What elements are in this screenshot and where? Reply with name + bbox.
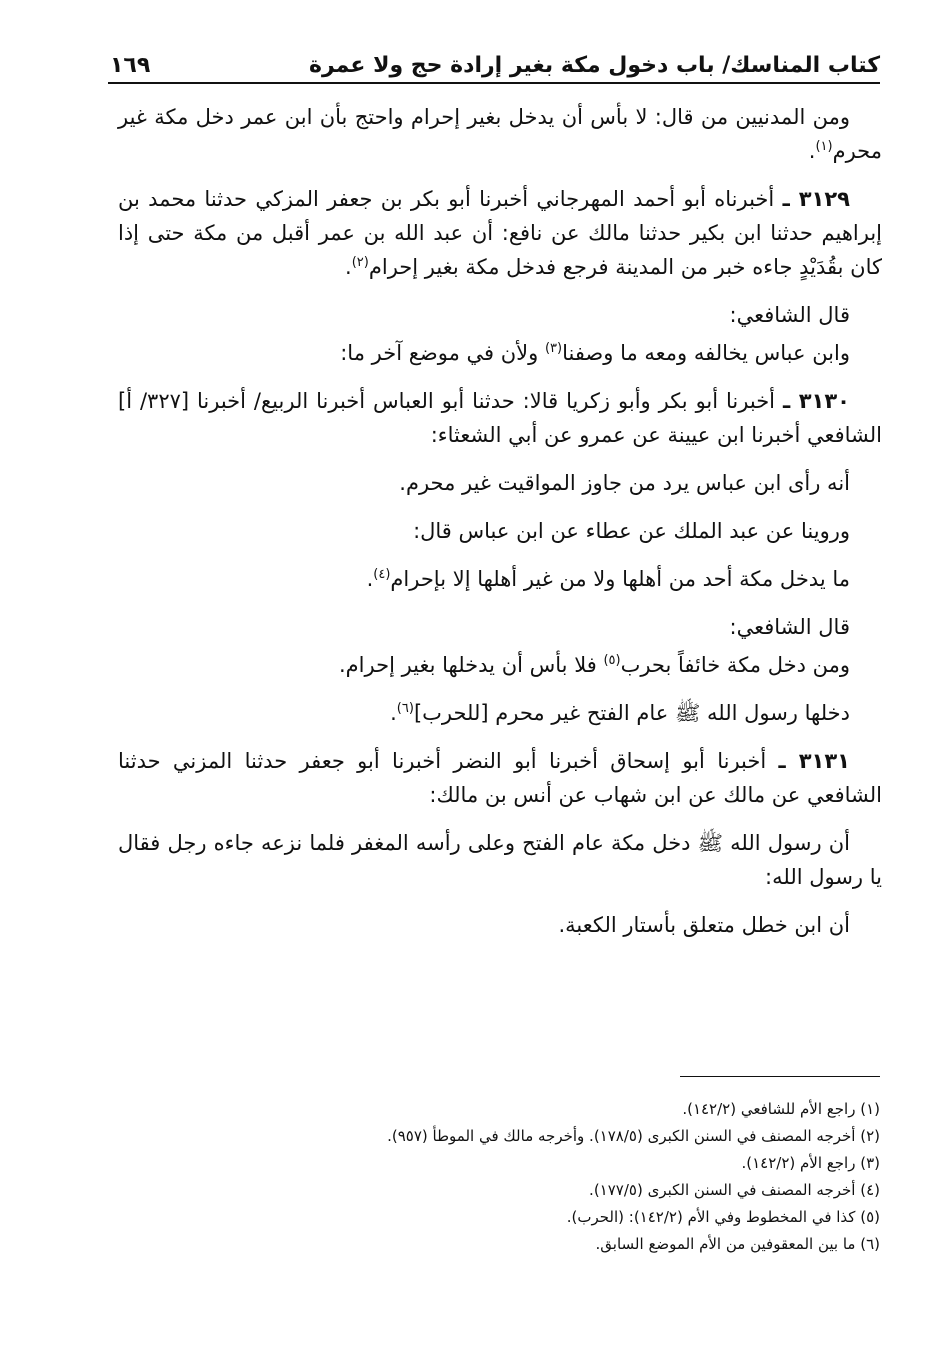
page-number: ١٦٩	[110, 53, 151, 78]
running-title: كتاب المناسك/ باب دخول مكة بغير إرادة حج ولا عمرة	[308, 53, 880, 78]
footnote: (٢) أخرجه المصنف في السنن الكبرى (١٧٨/٥). وأخرجه مالك في الموطأ (٩٥٧).	[387, 1127, 880, 1145]
paragraph: ومن المدنيين من قال: لا بأس أن يدخل بغير إحرام واحتج بأن ابن عمر دخل مكة غير محرم$^{(١)}$.	[118, 105, 882, 163]
paragraph: دخلها رسول الله ﷺ عام الفتح غير محرم [للحرب]$^{(٦)}$.	[390, 701, 850, 725]
hadith-number: ٣١٣٠ ـ	[782, 389, 850, 413]
hadith-paragraph: ٣١٢٩ ـ أخبرناه أبو أحمد المهرجاني أخبرنا أبو بكر بن جعفر المزكي حدثنا محمد بن إبراهيم حدثنا ابن بكير حدثنا مالك عن نافع: أن عبد الله بن عمر أقبل من مكة حتى إذا كان بقُدَيْدٍ جاءه خبر من المدينة فرجع فدخل مكة بغير إحرام$^{(٢)}$.	[118, 187, 882, 279]
hadith-paragraph: ٣١٣٠ ـ أخبرنا أبو بكر وأبو زكريا قالا: حدثنا أبو العباس أخبرنا الربيع/ أخبرنا [٣٢٧/ أ] الشافعي أخبرنا ابن عيينة عن عمرو عن أبي الشعثاء:	[118, 389, 882, 447]
header-divider	[108, 82, 880, 84]
footnote-ref[interactable]: (٢)	[351, 255, 369, 270]
footnote: (٤) أخرجه المصنف في السنن الكبرى (١٧٧/٥).	[589, 1181, 880, 1199]
paragraph: وروينا عن عبد الملك عن عطاء عن ابن عباس قال:	[413, 519, 850, 543]
hadith-paragraph: ٣١٣١ ـ أخبرنا أبو إسحاق أخبرنا أبو النضر أخبرنا أبو جعفر حدثنا المزني حدثنا الشافعي عن مالك عن ابن شهاب عن أنس بن مالك:	[118, 749, 882, 807]
footnote-divider	[680, 1076, 880, 1077]
footnotes	[118, 1096, 880, 1258]
footnote: (١) راجع الأم للشافعي (١٤٢/٢).	[682, 1100, 880, 1118]
footnote-ref[interactable]: (٤)	[373, 567, 391, 582]
footnote: (٦) ما بين المعقوفين من الأم الموضع السابق.	[595, 1235, 880, 1253]
footnote-ref[interactable]: (٣)	[544, 341, 563, 356]
footnote: (٣) راجع الأم (١٤٢/٢).	[741, 1154, 880, 1172]
paragraph: وابن عباس يخالفه ومعه ما وصفنا$^{(٣)}$ ولأن في موضع آخر ما:	[340, 341, 850, 365]
footnote-ref[interactable]: (٥)	[603, 653, 621, 668]
footnote-ref[interactable]: (٦)	[396, 701, 414, 716]
paragraph: أن ابن خطل متعلق بأستار الكعبة.	[558, 913, 850, 937]
paragraph: قال الشافعي:	[729, 303, 850, 327]
main-text	[118, 100, 882, 956]
paragraph: ما يدخل مكة أحد من أهلها ولا من غير أهلها إلا بإحرام$^{(٤)}$.	[366, 567, 850, 591]
paragraph: قال الشافعي:	[729, 615, 850, 639]
page-header	[110, 36, 880, 78]
hadith-number: ٣١٣١ ـ	[778, 749, 850, 773]
paragraph: ومن دخل مكة خائفاً بحرب$^{(٥)}$ فلا بأس أن يدخلها بغير إحرام.	[338, 653, 850, 677]
footnote-ref[interactable]: (١)	[815, 139, 833, 154]
paragraph: أن رسول الله ﷺ دخل مكة عام الفتح وعلى رأسه المغفر فلما نزعه جاءه رجل فقال يا رسول الله:	[118, 831, 882, 889]
footnote: (٥) كذا في المخطوط وفي الأم (١٤٢/٢): (الحرب).	[566, 1208, 880, 1226]
paragraph: أنه رأى ابن عباس يرد من جاوز المواقيت غير محرم.	[399, 471, 850, 495]
hadith-number: ٣١٢٩ ـ	[782, 187, 850, 211]
